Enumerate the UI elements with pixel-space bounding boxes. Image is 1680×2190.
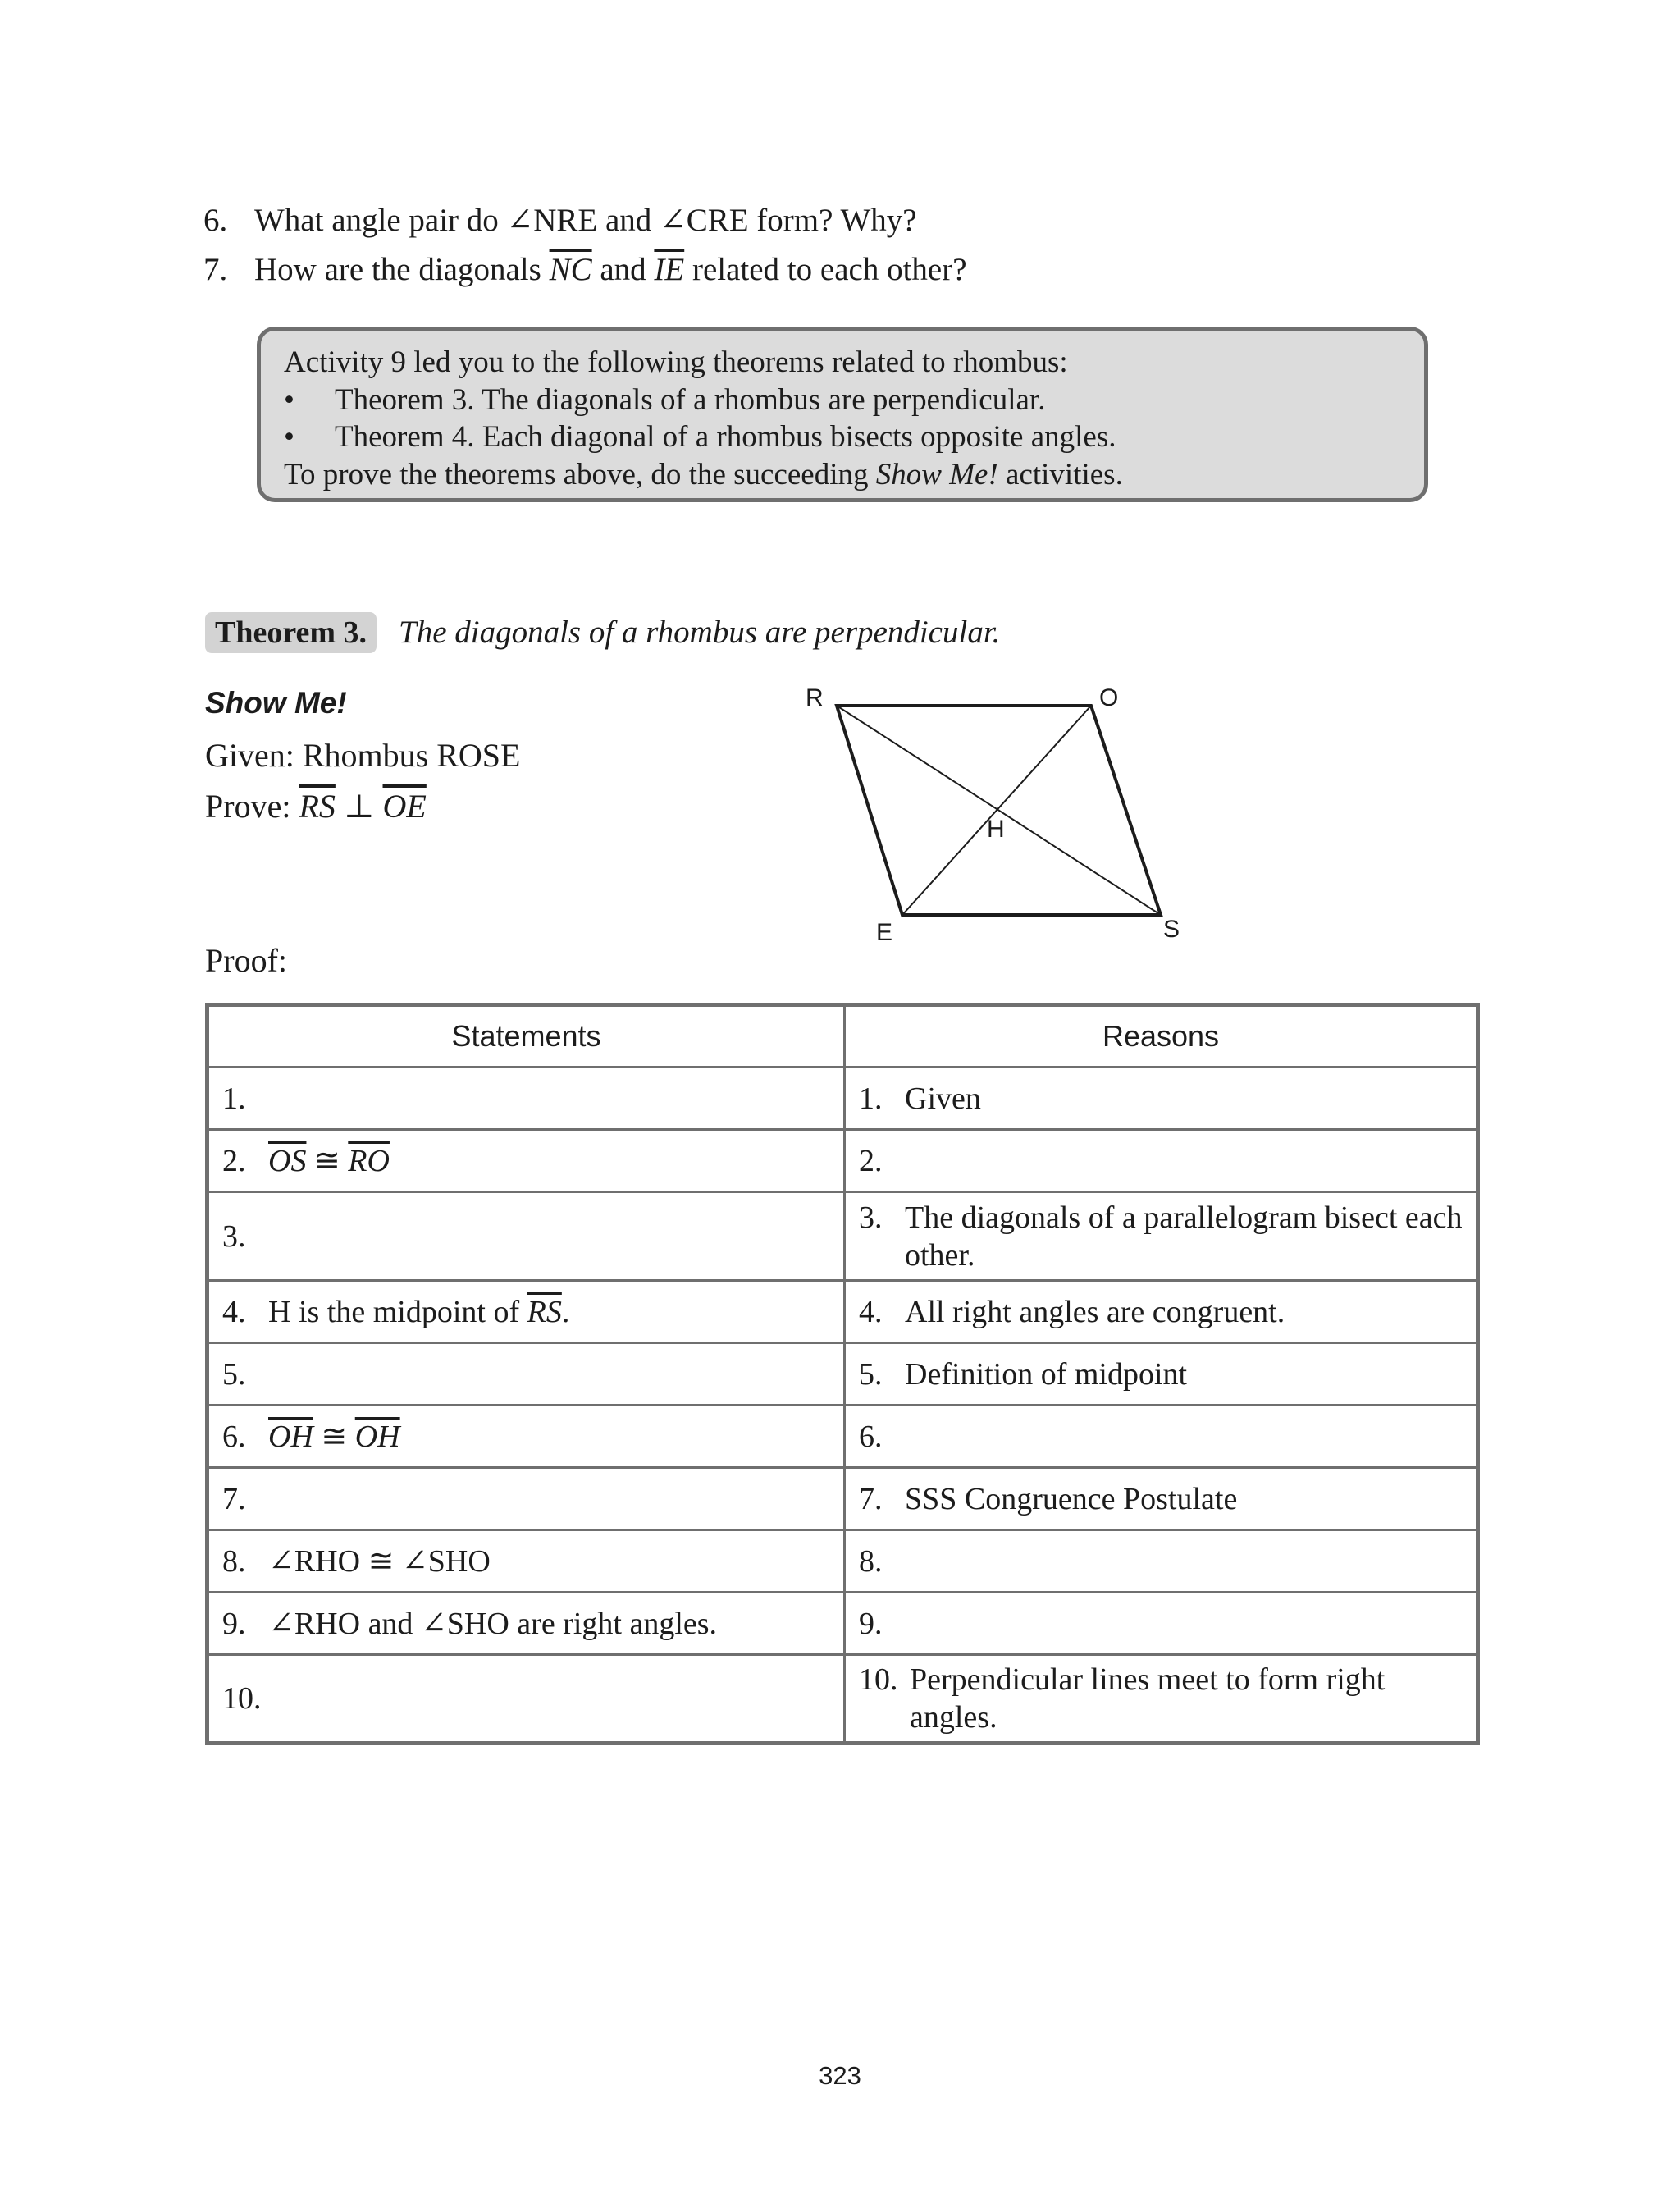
question-text: How are the diagonals [254,252,550,287]
statement-cell [208,1406,845,1468]
reason-number: 1. [859,1081,883,1116]
statements-header: Statements [208,1005,845,1068]
rhombus-rose-figure [788,673,1214,952]
statement-text [268,1142,390,1180]
statement-number: 3. [222,1218,246,1254]
reason-number: 10. [859,1662,898,1697]
callout-bullet-text: Theorem 3. The diagonals of a rhombus are perpendicular. [335,382,1046,417]
statement-cell [208,1655,845,1744]
statement-text: ∠RHO ≅ ∠SHO [268,1543,491,1579]
segment-ro: $\overline{RO}$ [348,1143,390,1178]
reason-cell [845,1068,1478,1130]
question-number: 7. [203,252,228,287]
reason-text: SSS Congruence Postulate [905,1481,1238,1516]
segment-rs: $\overline{RS}$ [527,1294,562,1329]
statement-number: 5. [222,1356,246,1392]
question-number: 6. [203,203,228,238]
table-row [208,1068,1478,1130]
reason-cell [845,1192,1478,1281]
reason-number: 2. [859,1143,883,1178]
callout-closing-em: Show Me! [875,457,998,491]
perpendicular-symbol: ⊥ [335,788,383,825]
statement-number: 7. [222,1481,246,1516]
prove-statement [205,786,427,827]
callout-closing [284,456,1401,494]
table-row [208,1655,1478,1744]
segment-ie: $\overline{IE}$ [654,252,685,287]
show-me-title: Show Me! [205,686,347,720]
reason-cell [845,1343,1478,1406]
statement-cell [208,1192,845,1281]
reason-text: All right angles are congruent. [905,1294,1285,1329]
reason-cell [845,1593,1478,1655]
vertex-label-o: O [1099,684,1119,711]
reason-cell [845,1281,1478,1343]
reason-number: 4. [859,1294,883,1329]
statement-cell [208,1468,845,1530]
statement-cell [208,1593,845,1655]
statement-text [268,1418,400,1456]
question-text: related to each other? [684,252,967,287]
statement-number: 4. [222,1294,246,1329]
table-row [208,1130,1478,1192]
reason-text: Definition of midpoint [905,1356,1188,1392]
statement-cell [208,1530,845,1593]
vertex-label-e: E [876,919,893,946]
callout-intro: Activity 9 led you to the following theorems related to rhombus: [284,345,1068,379]
reasons-header: Reasons [845,1005,1478,1068]
statement-cell [208,1068,845,1130]
given-statement: Given: Rhombus ROSE [205,737,521,774]
callout-bullet-text: Theorem 4. Each diagonal of a rhombus bisects opposite angles. [335,420,1116,454]
bullet-glyph: • [284,420,294,454]
question-text: What angle pair do ∠NRE and ∠CRE form? Why? [254,203,917,238]
callout-closing-text: To prove the theorems above, do the succeeding [284,457,876,491]
reason-cell [845,1655,1478,1744]
segment-os: $\overline{OS}$ [268,1143,307,1178]
question-6 [203,200,917,241]
question-7 [203,249,967,290]
reason-number: 8. [859,1543,883,1579]
statement-text-part: H is the midpoint of [268,1294,527,1329]
page-number: 323 [819,2061,861,2090]
reason-cell [845,1130,1478,1192]
theorem-badge: Theorem 3. [205,612,377,653]
table-row [208,1192,1478,1281]
segment-oh: $\overline{OH}$ [354,1419,400,1454]
segment-rs: $\overline{RS}$ [299,788,336,825]
table-row [208,1406,1478,1468]
reason-cell [845,1468,1478,1530]
congruent-symbol: ≅ [313,1419,355,1454]
vertex-label-s: S [1163,916,1180,943]
reason-number: 6. [859,1419,883,1454]
statement-cell [208,1130,845,1192]
table-row [208,1530,1478,1593]
reason-number: 5. [859,1356,883,1392]
statement-number: 2. [222,1143,246,1178]
reason-number: 7. [859,1481,883,1516]
statement-number: 8. [222,1543,246,1579]
intersection-label-h: H [987,816,1005,843]
congruent-symbol: ≅ [306,1143,349,1178]
prove-label: Prove: [205,788,299,825]
segment-oh: $\overline{OH}$ [268,1419,313,1454]
callout-bullet [284,418,1401,456]
theorem-callout-box [257,327,1428,502]
table-header-row [208,1005,1478,1068]
segment-oe: $\overline{OE}$ [382,788,427,825]
proof-table [205,1003,1480,1745]
statement-number: 1. [222,1081,246,1116]
reason-text: The diagonals of a parallelogram bisect each other. [905,1200,1463,1273]
reason-number: 9. [859,1606,883,1641]
statement-cell [208,1343,845,1406]
reason-cell [845,1530,1478,1593]
reason-text: Given [905,1081,981,1116]
statement-cell [208,1281,845,1343]
statement-text-part: . [561,1294,570,1329]
reason-cell [845,1406,1478,1468]
segment-nc: $\overline{NC}$ [549,252,592,287]
diagonal-rs [837,706,1161,915]
callout-closing-text: activities. [998,457,1123,491]
proof-label: Proof: [205,942,287,979]
statement-text [268,1293,569,1331]
table-row [208,1281,1478,1343]
callout-bullet [284,382,1401,419]
reason-text: Perpendicular lines meet to form right angles. [910,1662,1386,1735]
table-row [208,1593,1478,1655]
statement-number: 9. [222,1606,246,1641]
diagonal-oe [902,706,1091,915]
statement-number: 6. [222,1419,246,1454]
question-text: and [591,252,655,287]
theorem-statement: The diagonals of a rhombus are perpendicular. [399,615,1001,650]
reason-number: 3. [859,1200,883,1235]
table-row [208,1343,1478,1406]
vertex-label-r: R [806,684,824,711]
statement-number: 10. [222,1681,262,1716]
table-row [208,1468,1478,1530]
bullet-glyph: • [284,382,294,417]
statement-text: ∠RHO and ∠SHO are right angles. [268,1606,718,1641]
